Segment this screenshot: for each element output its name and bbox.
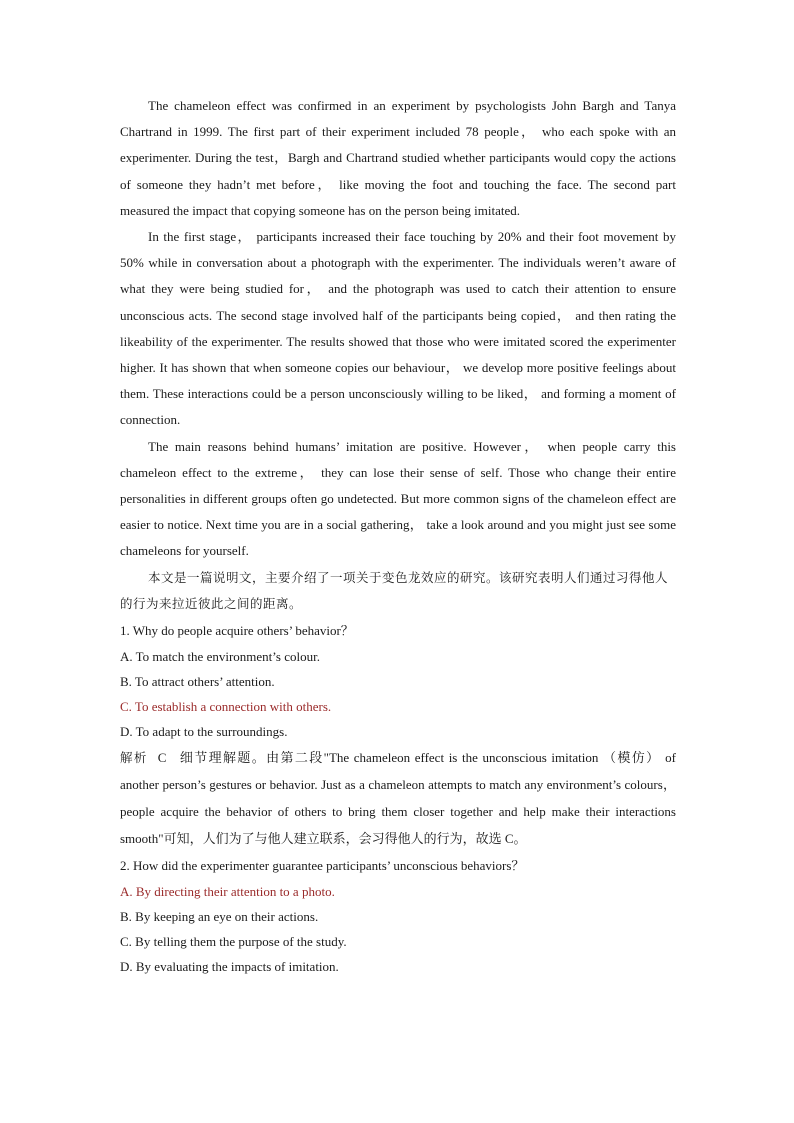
- explanation-text: 细节理解题。由第二段"The chameleon effect is the unconscious imitation （模仿） of another person’s gestures or behavior. Just as a chameleon attempts to match any environment’s colours， people acquire the behavior of others to bring them closer together and help make their interactions smooth"可知，人们为了与他人建立联系，会习得他人的行为，故选 C。: [120, 749, 676, 846]
- question-1-text: 1. Why do people acquire others’ behavior？: [120, 622, 354, 638]
- question-2-text: 2. How did the experimenter guarantee participants’ unconscious behaviors？: [120, 857, 525, 873]
- q1-option-d: D. To adapt to the surroundings.: [120, 723, 288, 739]
- explanation-answer: C: [157, 749, 167, 765]
- passage-paragraph-2: In the first stage， participants increased their face touching by 20% and their foot movement by 50% while in conversation about a photograph with the experimenter. The individuals weren’t aware of what they were being studied for， and the photograph was used to catch their attention to ensure unconscious acts. The second stage involved half of the participants being copied， and then rating the likeability of the experimenter. The results showed that those who were imitated scored the experimenter higher. It has shown that when someone copies our behaviour， we develop more positive feelings about them. These interactions could be a person unconsciously willing to be liked， and forming a moment of connection.: [120, 229, 676, 428]
- question-2-block: [120, 852, 676, 979]
- q2-option-d: D. By evaluating the impacts of imitation.: [120, 958, 339, 974]
- passage-paragraph-1: The chameleon effect was confirmed in an experiment by psychologists John Bargh and Tanya Chartrand in 1999. The first part of their experiment included 78 people， who each spoke with an experimenter. During the test，Bargh and Chartrand studied whether participants would copy the actions of someone they hadn’t met before， like moving the foot and touching the face. The second part measured the impact that copying someone has on the person being imitated.: [120, 98, 676, 218]
- q2-option-b: B. By keeping an eye on their actions.: [120, 908, 319, 924]
- q2-option-a-correct: A. By directing their attention to a photo.: [120, 883, 335, 899]
- explanation-label: 解析: [120, 749, 148, 765]
- question-1-block: [120, 617, 676, 852]
- q1-explanation: [120, 744, 676, 852]
- q1-option-a: A. To match the environment’s colour.: [120, 648, 320, 664]
- q1-option-c-correct: C. To establish a connection with others.: [120, 698, 332, 714]
- q1-option-b: B. To attract others’ attention.: [120, 673, 275, 689]
- passage-summary: 本文是一篇说明文，主要介绍了一项关于变色龙效应的研究。该研究表明人们通过习得他人的行为来拉近彼此之间的距离。: [120, 569, 669, 611]
- q2-option-c: C. By telling them the purpose of the study.: [120, 933, 347, 949]
- document-page: [120, 93, 676, 979]
- passage-paragraph-3: The main reasons behind humans’ imitation are positive. However， when people carry this chameleon effect to the extreme， they can lose their sense of self. Those who change their entire personalities in different groups often go undetected. But more common signs of the chameleon effect are easier to notice. Next time you are in a social gathering， take a look around and you might just see some chameleons for yourself.: [120, 438, 676, 559]
